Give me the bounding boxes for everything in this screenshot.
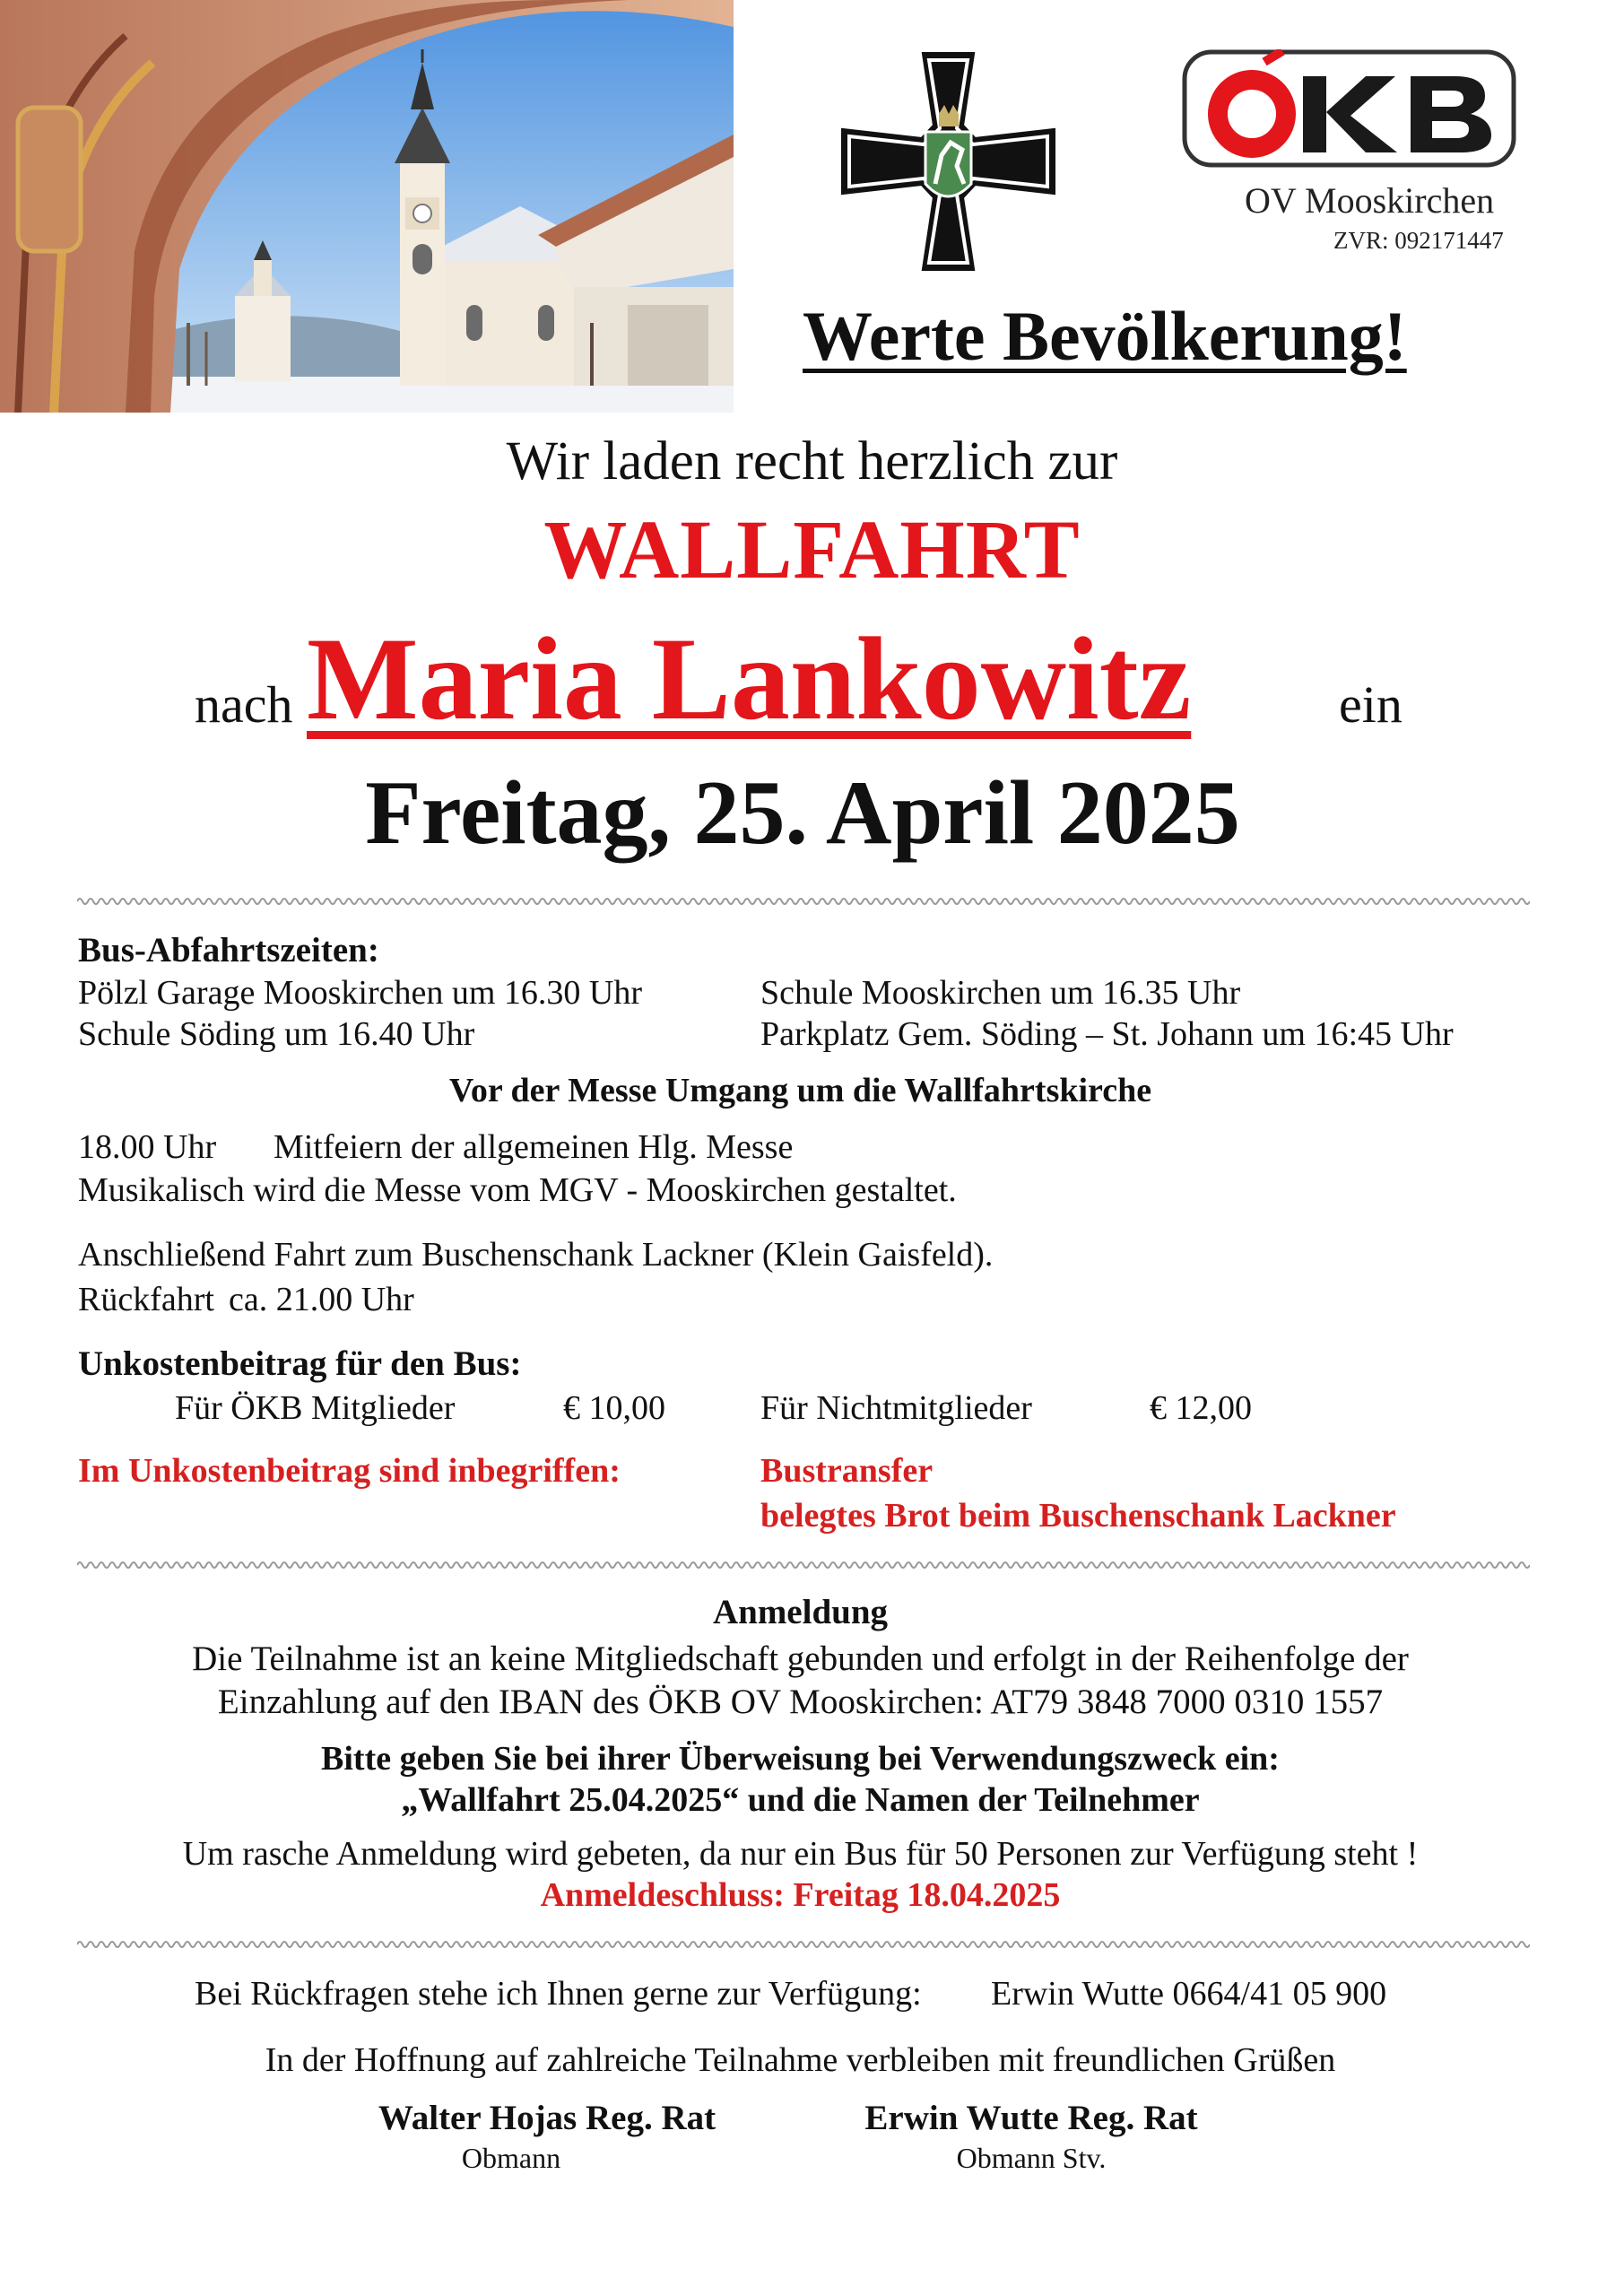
included-item: belegtes Brot beim Buschenschank Lackner [760, 1497, 1396, 1535]
costs-heading: Unkostenbeitrag für den Bus: [78, 1344, 522, 1383]
signatory-name: Walter Hojas Reg. Rat [378, 2099, 716, 2137]
bus-heading: Bus-Abfahrtszeiten: [78, 931, 379, 970]
greeting-title: Werte Bevölkerung! [803, 297, 1407, 375]
church-photo-illustration [0, 0, 734, 413]
bus-stop: Parkplatz Gem. Söding – St. Johann um 16:45 Uhr [760, 1015, 1454, 1053]
ov-label: OV Mooskirchen [1245, 180, 1495, 221]
closing-text: In der Hoffnung auf zahlreiche Teilnahme verbleiben mit freundlichen Grüßen [265, 2041, 1336, 2079]
event-title: WALLFAHRT [543, 504, 1081, 596]
nonmember-price: € 12,00 [1150, 1389, 1252, 1427]
place-title: Maria Lankowitz [307, 613, 1192, 744]
signatory-role: Obmann [461, 2142, 561, 2174]
registration-text: Die Teilnahme ist an keine Mitgliedschaft gebunden und erfolgt in der Reihenfolge der [192, 1639, 1409, 1678]
reference-text: „Wallfahrt 25.04.2025“ und die Namen der Teilnehmer [401, 1781, 1200, 1819]
iron-cross-emblem [838, 49, 1058, 274]
registration-iban: Einzahlung auf den IBAN des ÖKB OV Mooskirchen: AT79 3848 7000 0310 1557 [217, 1683, 1384, 1721]
okb-logo [1182, 49, 1516, 168]
bus-stop: Pölzl Garage Mooskirchen um 16.30 Uhr [78, 974, 642, 1012]
procession-note: Vor der Messe Umgang um die Wallfahrtskirche [448, 1072, 1152, 1109]
event-date: Freitag, 25. April 2025 [365, 762, 1240, 864]
contact-person: Erwin Wutte 0664/41 05 900 [991, 1975, 1387, 2013]
invitation-line: Wir laden recht herzlich zur [506, 431, 1118, 491]
wavy-divider [77, 1937, 1530, 1952]
iron-cross-emblem-icon [838, 49, 1058, 274]
place-suffix: ein [1339, 675, 1403, 734]
member-label: Für ÖKB Mitglieder [175, 1389, 456, 1427]
member-price: € 10,00 [563, 1389, 665, 1427]
registration-request: Um rasche Anmeldung wird gebeten, da nur ein Bus für 50 Personen zur Verfügung steht ! [182, 1835, 1419, 1873]
registration-deadline: Anmeldeschluss: Freitag 18.04.2025 [540, 1876, 1061, 1914]
reference-note: Bitte geben Sie bei ihrer Überweisung bei Verwendungszweck ein: [321, 1740, 1280, 1778]
nonmember-label: Für Nichtmitglieder [760, 1389, 1032, 1427]
mass-time: 18.00 Uhr [78, 1128, 217, 1166]
signatory-name: Erwin Wutte Reg. Rat [864, 2099, 1198, 2137]
place-prefix: nach [195, 675, 293, 734]
contact-text: Bei Rückfragen stehe ich Ihnen gerne zur Verfügung: [195, 1975, 922, 2013]
return-label: Rückfahrt [78, 1281, 214, 1318]
bus-stop: Schule Mooskirchen um 16.35 Uhr [760, 974, 1241, 1012]
wavy-divider [77, 1558, 1530, 1572]
afterwards-note: Anschließend Fahrt zum Buschenschank Lackner (Klein Gaisfeld). [78, 1236, 994, 1274]
okb-logo-icon [1182, 49, 1516, 168]
signatory-role: Obmann Stv. [956, 2142, 1107, 2174]
wavy-divider [77, 894, 1530, 909]
included-label: Im Unkostenbeitrag sind inbegriffen: [78, 1452, 621, 1490]
mass-text: Mitfeiern der allgemeinen Hlg. Messe [274, 1128, 794, 1166]
bus-stop: Schule Söding um 16.40 Uhr [78, 1015, 475, 1053]
music-note: Musikalisch wird die Messe vom MGV - Mooskirchen gestaltet. [78, 1171, 957, 1209]
return-time: ca. 21.00 Uhr [229, 1281, 414, 1318]
church-photo [0, 0, 734, 413]
registration-heading: Anmeldung [712, 1593, 889, 1631]
included-item: Bustransfer [760, 1452, 934, 1490]
zvr-number: ZVR: 092171447 [1333, 227, 1504, 254]
